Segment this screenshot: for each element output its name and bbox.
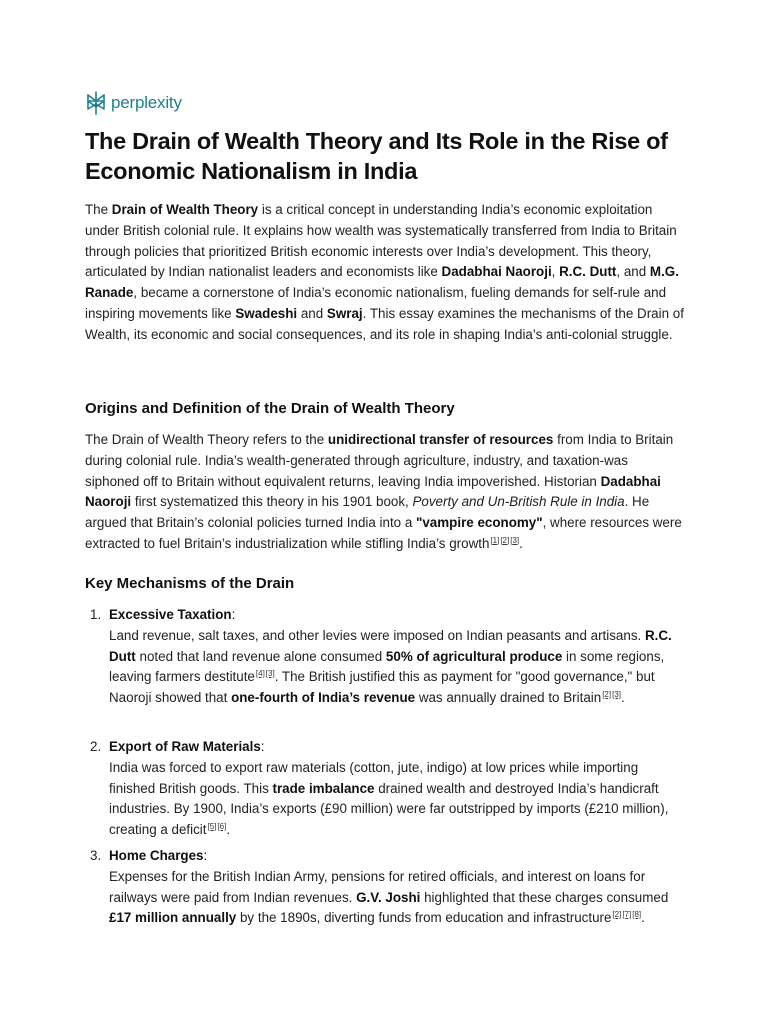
bold-text: £17 million annually — [109, 910, 237, 926]
section-heading-mechanisms: Key Mechanisms of the Drain — [85, 575, 295, 592]
citation-link[interactable]: [5] — [207, 821, 217, 831]
bold-text: trade imbalance — [272, 780, 375, 796]
citation-link[interactable]: [3] — [612, 689, 621, 699]
book-title: Poverty and Un-British Rule in India — [412, 494, 625, 510]
bold-text: "vampire economy" — [416, 515, 543, 531]
bold-text: R.C. Dutt — [109, 627, 672, 664]
citation-link[interactable]: [3] — [265, 668, 275, 678]
list-item-body: Land revenue, salt taxes, and other levies were imposed on Indian peasants and artisans. R.C. Dutt noted that land revenue alone consumed 50% of agricultural produce in some regions, leaving farmers destitute[4][3]. The British justified this as payment for "good governance," but Naoroji showed that one-fourth of India’s revenue was annually drained to Britain[2][3]. — [109, 627, 672, 706]
list-item-number: 1. — [90, 607, 102, 622]
bold-text: unidirectional transfer of resources — [327, 432, 554, 447]
bold-text: Swadeshi — [235, 305, 298, 321]
list-item-body: India was forced to export raw materials (cotton, jute, indigo) at low prices while importing finished British goods. This trade imbalance drained wealth and destroyed India’s handicraft industries. By 1900, India’s exports (£90 million) were far outstripped by imports (£210 million), creating a deficit[5][6]. — [109, 759, 669, 838]
list-item-number: 2. — [90, 739, 102, 754]
brand-name: perplexity — [111, 93, 182, 112]
citation-link[interactable]: [8] — [632, 909, 642, 919]
bold-text: Drain of Wealth Theory — [111, 202, 259, 217]
bold-text: 50% of agricultural produce — [385, 648, 563, 664]
list-item-title: Excessive Taxation: — [109, 607, 236, 622]
bold-text: one-fourth of India’s revenue — [231, 690, 416, 706]
citation-link[interactable]: [1] — [490, 535, 500, 545]
bold-text: Dadabhai Naoroji — [441, 264, 552, 280]
citation-link[interactable]: [3] — [510, 535, 520, 545]
bold-text: R.C. Dutt — [559, 264, 617, 280]
citation-link[interactable]: [6] — [217, 821, 227, 831]
list-item-title: Export of Raw Materials: — [109, 739, 265, 754]
list-item-title: Home Charges: — [109, 848, 208, 863]
list-item-body: Expenses for the British Indian Army, pensions for retired officials, and interest on loans for railways were paid from Indian revenues. G.V. Joshi highlighted that these charges consumed £17 million annually by the 1890s, diverting funds from education and infrastructure[2][7][8]. — [109, 868, 669, 926]
bold-text: Swraj — [326, 305, 363, 321]
brand-logo[interactable] — [85, 89, 182, 117]
intro-paragraph: The Drain of Wealth Theory is a critical concept in understanding India’s economic exploitation under British colonial rule. It explains how wealth was systematically transferred from India to Britain through policies that prioritized British economic interests over India’s development. This theory, articulated by Indian nationalist leaders and economists like Dadabhai Naoroji, R.C. Dutt, and M.G. Ranade, became a cornerstone of India’s economic nationalism, fueling demands for self-rule and inspiring movements like Swadeshi and Swraj. This essay examines the mechanisms of the Drain of Wealth, its economic and social consequences, and its role in shaping India’s anti-colonial struggle. — [85, 202, 684, 342]
citation-link[interactable]: [7] — [622, 909, 632, 919]
page-title: The Drain of Wealth Theory and Its Role in the Rise of Economic Nationalism in India — [85, 128, 668, 184]
origins-paragraph: The Drain of Wealth Theory refers to the unidirectional transfer of resources from India to Britain during colonial rule. India’s wealth-generated through agriculture, industry, and taxation-was siphoned off to Britain without equivalent returns, leaving India impoverished. Historian Dadabhai Naoroji first systematized this theory in his 1901 book, Poverty and Un-British Rule in India. He argued that Britain’s colonial policies turned India into a "vampire economy", where resources were extracted to fuel Britain’s industrialization while stifling India’s growth[1][2][3]. — [85, 432, 682, 551]
bold-text: G.V. Joshi — [356, 889, 421, 905]
bold-text: M.G. Ranade — [85, 264, 679, 301]
citation-link[interactable]: [2] — [602, 689, 612, 699]
section-heading-origins: Origins and Definition of the Drain of Wealth Theory — [85, 400, 455, 417]
bold-text: Dadabhai Naoroji — [85, 473, 661, 510]
perplexity-logo-icon — [85, 91, 107, 115]
citation-link[interactable]: [2] — [500, 535, 510, 545]
citation-link[interactable]: [2] — [612, 909, 622, 919]
citation-link[interactable]: [4] — [255, 668, 265, 678]
list-item-number: 3. — [90, 848, 102, 863]
